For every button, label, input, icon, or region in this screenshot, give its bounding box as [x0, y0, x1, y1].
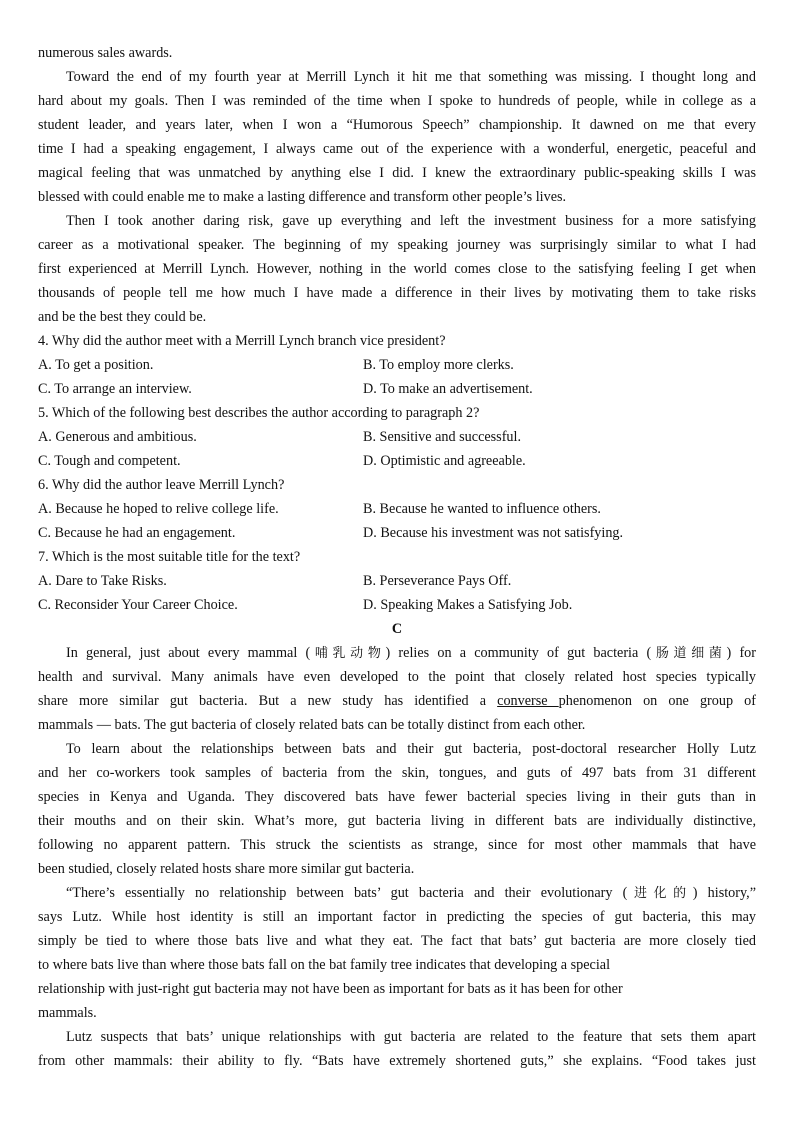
- option-d: D. To make an advertisement.: [363, 381, 533, 397]
- text-line: mammals.: [38, 1005, 97, 1021]
- text-line: from other mammals: their ability to fly. “Bats have extremely shortened guts,” she explains. “Food takes just: [38, 1053, 756, 1069]
- option-a: A. Generous and ambitious.: [38, 429, 197, 445]
- question-4: [38, 329, 756, 401]
- text-line: To learn about the relationships between bats and their gut bacteria, post-doctoral researcher Holly Lutz: [66, 741, 756, 757]
- text-line: Lutz suspects that bats’ unique relationships with gut bacteria are related to the feature that sets them apart: [66, 1029, 756, 1045]
- passage-c-paragraph-2: [38, 737, 756, 881]
- option-c: C. Reconsider Your Career Choice.: [38, 597, 238, 613]
- text-line: simply be tied to where those bats live and what they eat. The fact that bats’ gut bacteria are more closely tied: [38, 933, 756, 949]
- question-7: [38, 545, 756, 617]
- chinese-gloss: 肠道细菌: [651, 646, 727, 661]
- option-a: A. To get a position.: [38, 357, 154, 373]
- text-line: magical feeling that was unmatched by anything else I did. I knew the extraordinary public-speaking skills I was: [38, 165, 756, 181]
- option-d: D. Optimistic and agreeable.: [363, 453, 526, 469]
- option-c: C. To arrange an interview.: [38, 381, 192, 397]
- option-d: D. Because his investment was not satisfying.: [363, 525, 624, 541]
- option-c: C. Because he had an engagement.: [38, 525, 236, 541]
- text-line: career as a motivational speaker. The beginning of my speaking journey was surprisingly similar to what I had: [38, 237, 756, 253]
- text-line: time I had a speaking engagement, I always came out of the experience with a wonderful, energetic, peaceful and: [38, 141, 756, 157]
- text-line: and her co-workers took samples of bacteria from the skin, tongues, and guts of 497 bats from 31 different: [38, 765, 756, 781]
- text-line: hard about my goals. Then I was reminded of the time when I spoke to hundreds of people, while in college as a: [38, 93, 756, 109]
- question-5: [38, 401, 756, 473]
- text-line: to where bats live than where those bats fall on the bat family tree indicates that developing a special: [38, 957, 611, 973]
- text-line: following no apparent pattern. This struck the scientists as strange, since for most other mammals that have: [38, 837, 756, 853]
- text-line: student leader, and years later, when I won a “Humorous Speech” championship. It dawned on me that every: [38, 117, 756, 133]
- passage-c-paragraph-4: [38, 1025, 756, 1073]
- option-a: A. Because he hoped to relive college life.: [38, 501, 279, 517]
- option-b: B. Sensitive and successful.: [363, 429, 522, 445]
- text-line: In general, just about every mammal (哺乳动物) relies on a community of gut bacteria (肠道细菌) for: [66, 645, 756, 661]
- option-b: B. To employ more clerks.: [363, 357, 514, 373]
- text-line: been studied, closely related hosts share more similar gut bacteria.: [38, 861, 415, 877]
- section-heading: C: [391, 621, 403, 637]
- text-line: first experienced at Merrill Lynch. However, nothing in the world comes close to the satisfying feeling I get when: [38, 261, 756, 277]
- text-line: Toward the end of my fourth year at Merrill Lynch it hit me that something was missing. I thought long and: [66, 69, 756, 85]
- passage-b-continuation: [38, 41, 756, 329]
- option-c: C. Tough and competent.: [38, 453, 181, 469]
- text-line: thousands of people tell me how much I have made a difference in their lives by motivating them to take risks: [38, 285, 756, 301]
- text-line: share more similar gut bacteria. But a new study has identified a converse phenomenon on one group of: [38, 693, 756, 709]
- passage-c-paragraph-3: [38, 881, 756, 1025]
- text-line: species in Kenya and Uganda. They discovered bats have fewer bacterial species living in their guts than in: [38, 789, 756, 805]
- text-line: Then I took another daring risk, gave up everything and left the investment business for a more satisfying: [66, 213, 756, 229]
- question-stem: 5. Which of the following best describes the author according to paragraph 2?: [38, 405, 480, 421]
- chinese-gloss: 进化的: [627, 886, 693, 901]
- chinese-gloss: 哺乳动物: [310, 646, 386, 661]
- question-stem: 6. Why did the author leave Merrill Lynch?: [38, 477, 285, 493]
- text-line: says Lutz. While host identity is still an important factor in predicting the species of gut bacteria, this may: [38, 909, 756, 925]
- question-stem: 7. Which is the most suitable title for the text?: [38, 549, 301, 565]
- text-line: numerous sales awards.: [38, 45, 173, 61]
- text-line: mammals — bats. The gut bacteria of closely related bats can be totally distinct from each other.: [38, 717, 586, 733]
- text-line: and be the best they could be.: [38, 309, 207, 325]
- exam-page: [38, 41, 756, 1073]
- text-line: “There’s essentially no relationship between bats’ gut bacteria and their evolutionary (进化的) history,”: [66, 885, 756, 901]
- question-6: [38, 473, 756, 545]
- option-b: B. Perseverance Pays Off.: [363, 573, 512, 589]
- underlined-word: converse: [497, 693, 559, 709]
- passage-c-paragraph-1: [38, 641, 756, 737]
- text-line: their mouths and on their skin. What’s more, gut bacteria living in different bats are individually distinctive,: [38, 813, 756, 829]
- option-b: B. Because he wanted to influence others.: [363, 501, 601, 517]
- option-a: A. Dare to Take Risks.: [38, 573, 167, 589]
- option-d: D. Speaking Makes a Satisfying Job.: [363, 597, 573, 613]
- text-line: blessed with could enable me to make a lasting difference and transform other people’s lives.: [38, 189, 567, 205]
- question-stem: 4. Why did the author meet with a Merrill Lynch branch vice president?: [38, 333, 446, 349]
- text-line: relationship with just-right gut bacteria may not have been as important for bats as it has been for other: [38, 981, 623, 997]
- text-line: health and survival. Many animals have even developed to the point that closely related host species typically: [38, 669, 756, 685]
